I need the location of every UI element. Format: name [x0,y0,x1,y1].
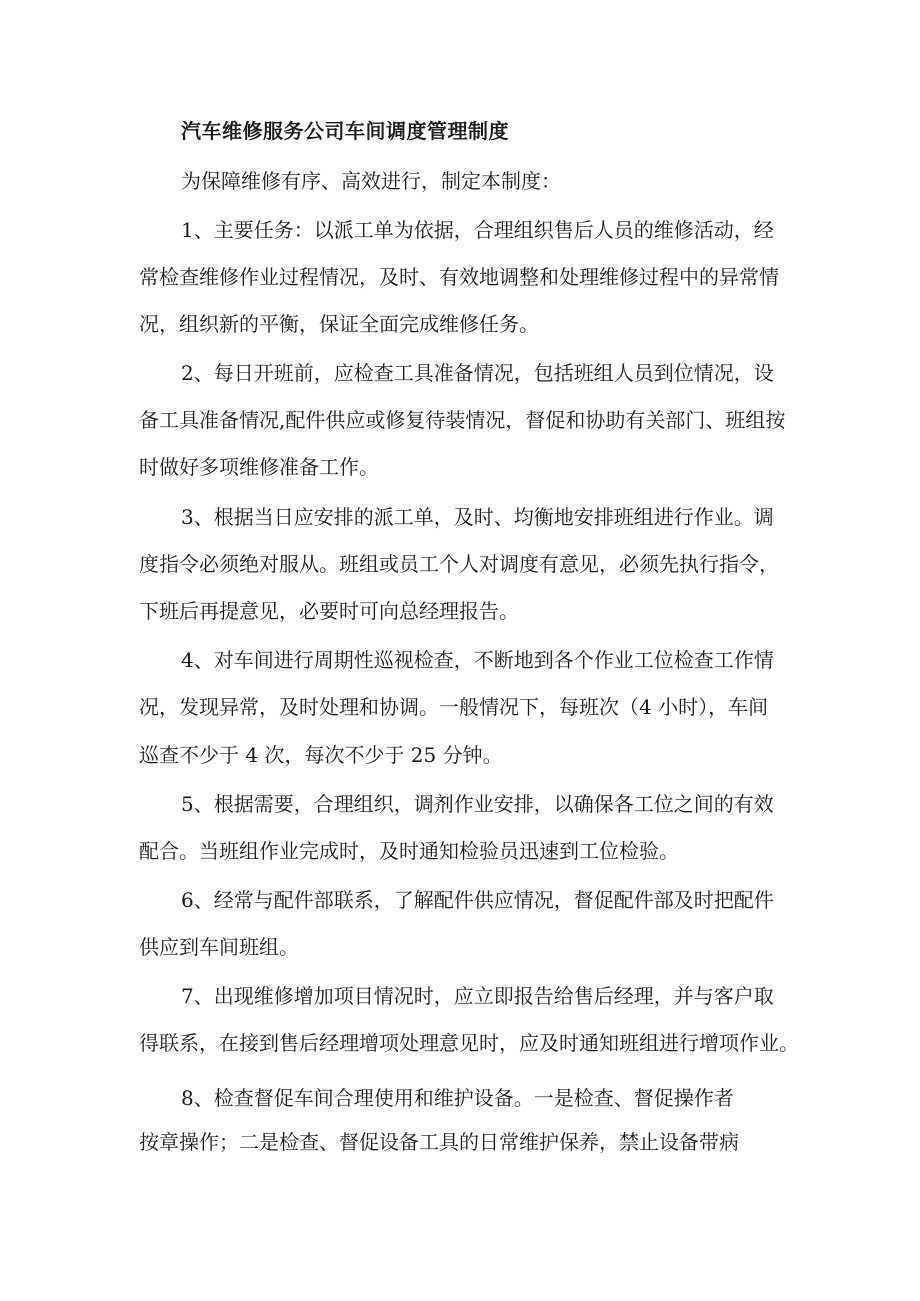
paragraph-2-line-3: 时做好多项维修准备工作。 [139,455,379,479]
paragraph-4-line-1: 4、对车间进行周期性巡视检查，不断地到各个作业工位检查工作情 [181,648,774,672]
intro-line: 为保障维修有序、高效进行，制定本制度： [181,169,561,193]
paragraph-5-line-2: 配合。当班组作业完成时，及时通知检验员迅速到工位检验。 [139,839,679,863]
paragraph-4-line-3: 巡查不少于 4 次，每次不少于 25 分钟。 [139,743,503,767]
paragraph-8-line-1: 8、检查督促车间合理使用和维护设备。一是检查、督促操作者 [181,1086,734,1110]
paragraph-2-line-1: 2、每日开班前，应检查工具准备情况，包括班组人员到位情况，设 [181,361,774,385]
paragraph-1-line-2: 常检查维修作业过程情况，及时、有效地调整和处理维修过程中的异常情 [139,265,779,289]
paragraph-3-line-2: 度指令必须绝对服从。班组或员工个人对调度有意见，必须先执行指令， [139,552,779,576]
paragraph-1-line-3: 况，组织新的平衡，保证全面完成维修任务。 [139,312,539,336]
paragraph-1-line-1: 1、主要任务：以派工单为依据，合理组织售后人员的维修活动，经 [181,218,774,242]
paragraph-4-line-2: 况，发现异常，及时处理和协调。一般情况下，每班次（4 小时），车间 [139,695,769,719]
paragraph-8-line-2: 按章操作；二是检查、督促设备工具的日常维护保养，禁止设备带病 [139,1130,739,1154]
paragraph-6-line-2: 供应到车间班组。 [139,935,299,959]
paragraph-3-line-3: 下班后再提意见，必要时可向总经理报告。 [139,599,519,623]
paragraph-7-line-1: 7、出现维修增加项目情况时，应立即报告给售后经理，并与客户取 [181,984,774,1008]
document-title: 汽车维修服务公司车间调度管理制度 [181,119,509,143]
paragraph-2-line-2: 备工具准备情况,配件供应或修复待装情况，督促和协助有关部门、班组按 [139,408,786,432]
paragraph-5-line-1: 5、根据需要，合理组织，调剂作业安排，以确保各工位之间的有效 [181,792,774,816]
paragraph-3-line-1: 3、根据当日应安排的派工单，及时、均衡地安排班组进行作业。调 [181,505,774,529]
paragraph-6-line-1: 6、经常与配件部联系，了解配件供应情况，督促配件部及时把配件 [181,888,774,912]
paragraph-7-line-2: 得联系，在接到售后经理增项处理意见时，应及时通知班组进行增项作业。 [139,1031,799,1055]
